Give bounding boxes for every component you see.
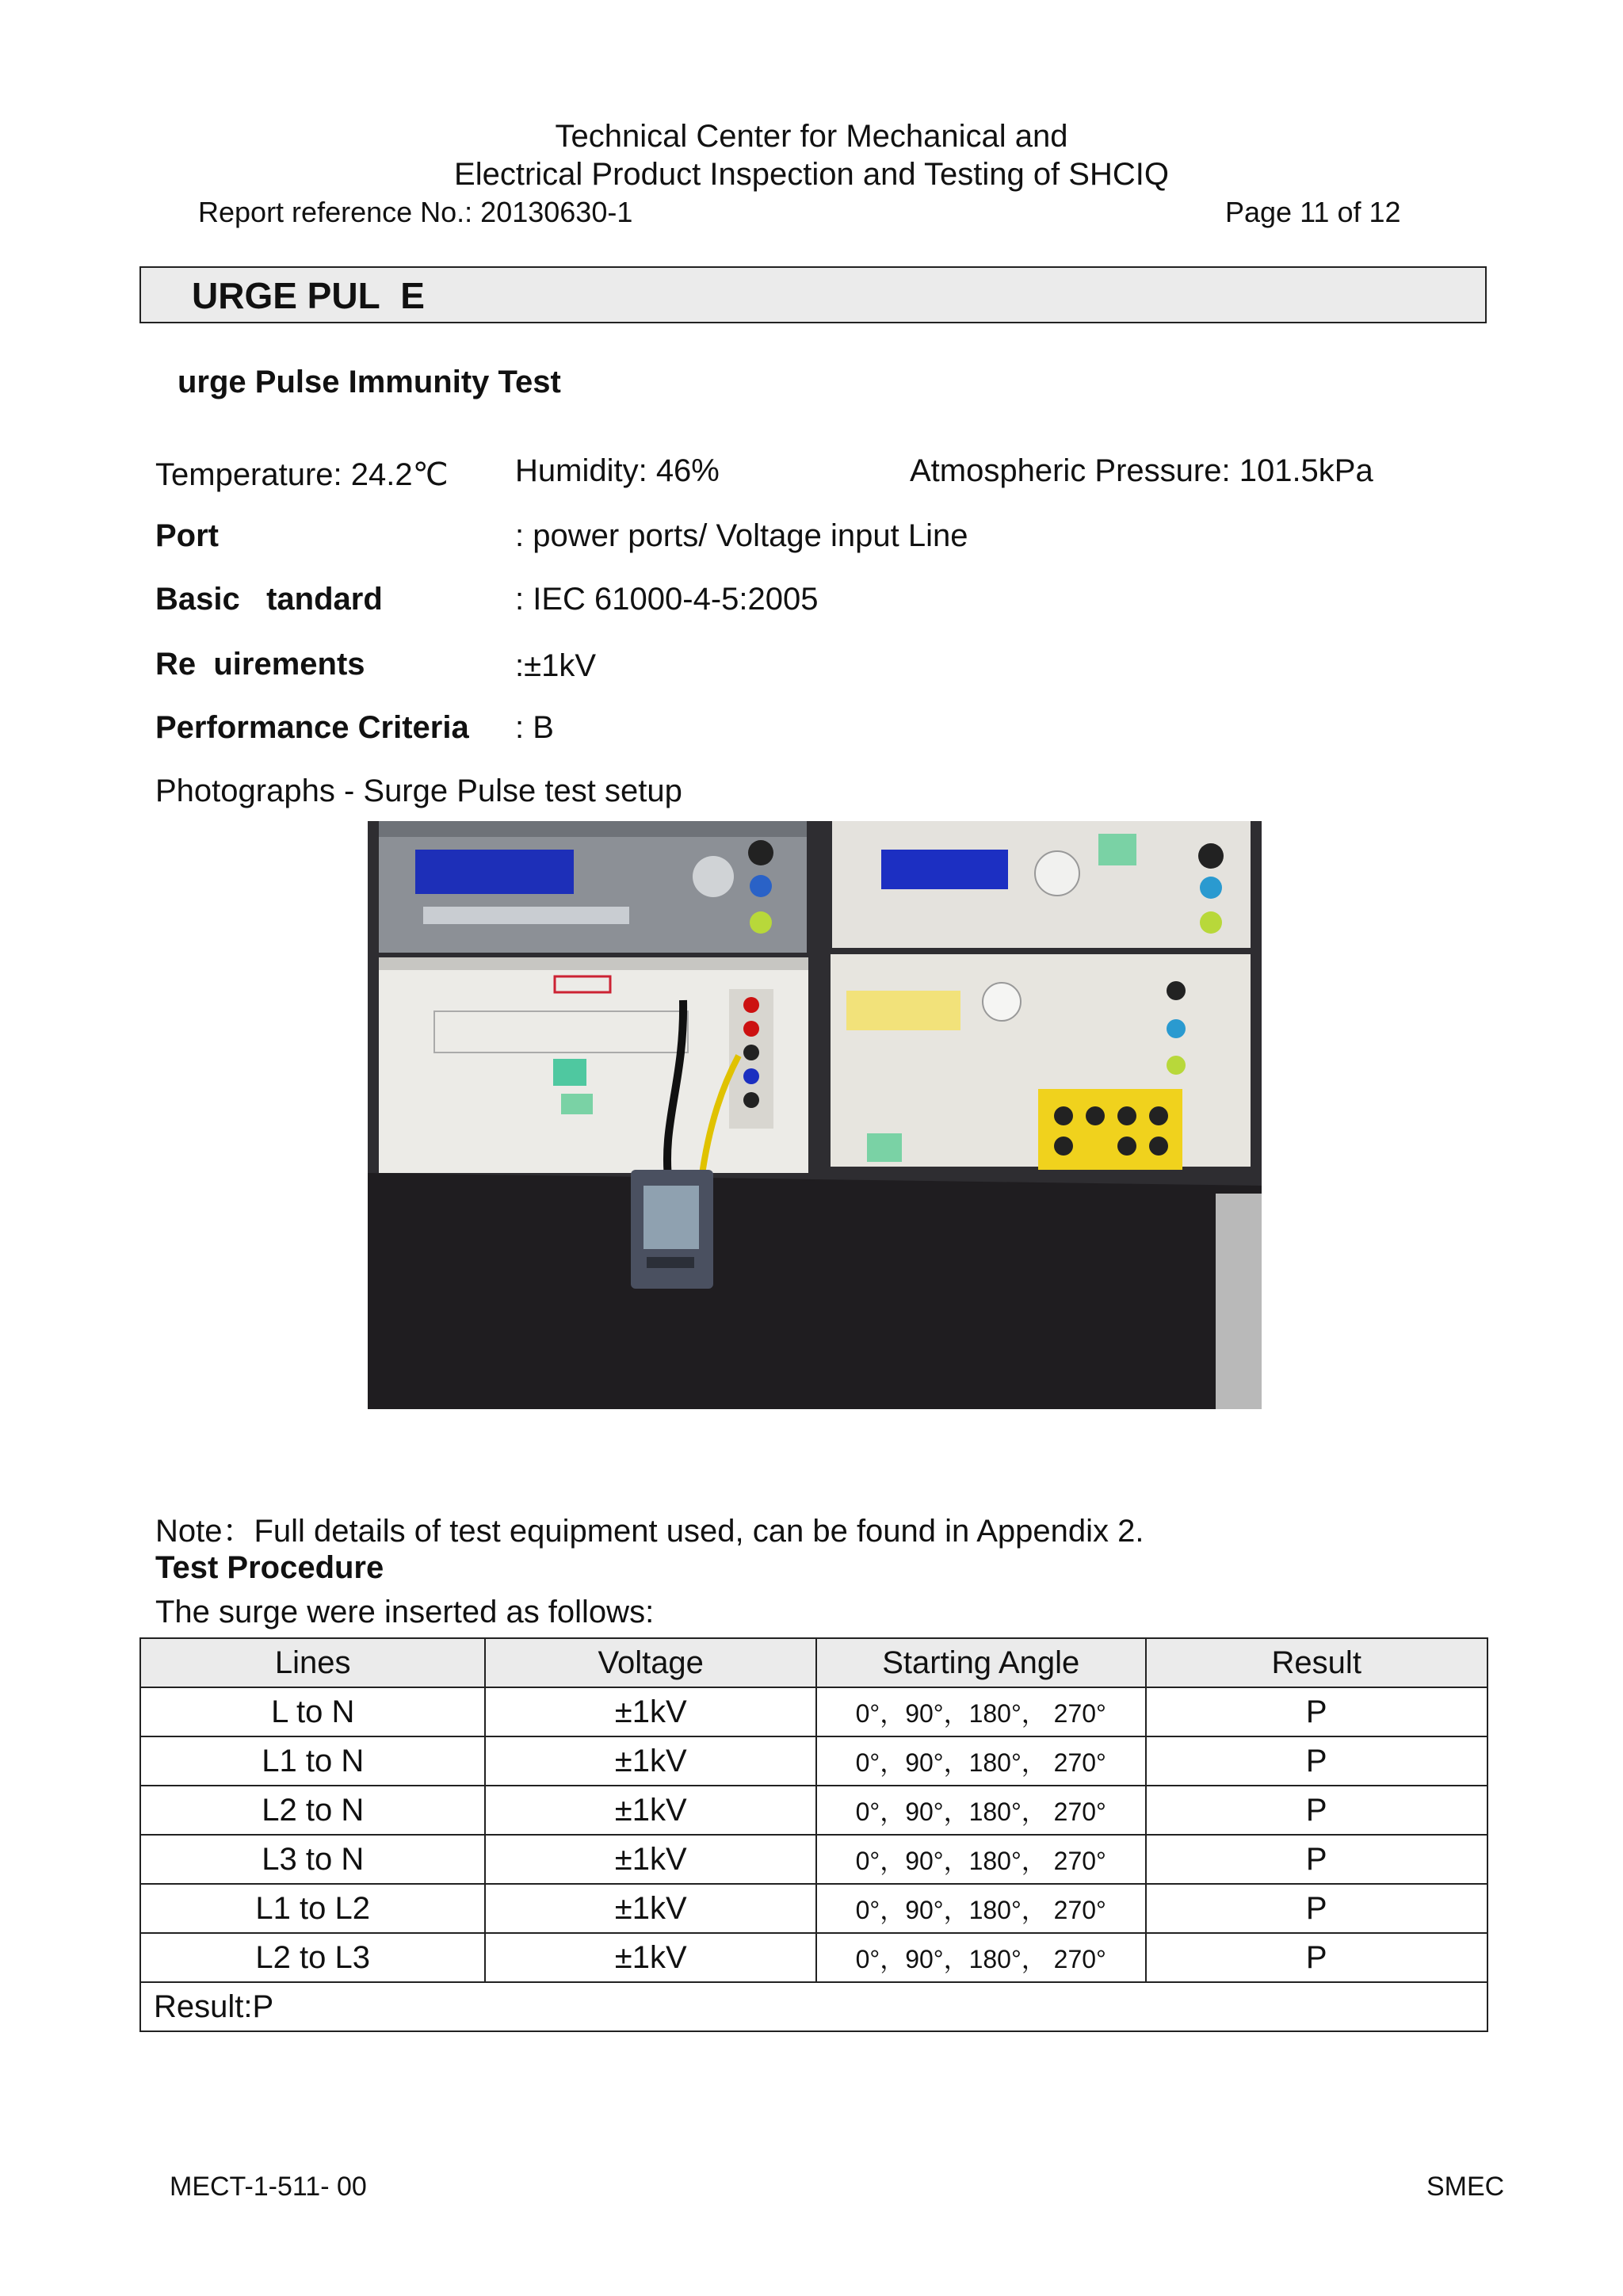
cell-result: P bbox=[1146, 1933, 1488, 1982]
table-row bbox=[140, 1786, 1487, 1835]
table-row bbox=[140, 1687, 1487, 1736]
org-name-line1: Technical Center for Mechanical and bbox=[555, 119, 1068, 154]
cell-lines: L2 to N bbox=[140, 1786, 485, 1835]
cell-angle: 0°，90°，180°， 270° bbox=[816, 1687, 1146, 1736]
temperature: Temperature: 24.2℃ bbox=[155, 457, 449, 492]
cell-voltage: ±1kV bbox=[485, 1933, 816, 1982]
cell-result: P bbox=[1146, 1884, 1488, 1933]
procedure-title: Test Procedure bbox=[155, 1550, 384, 1585]
section-header bbox=[139, 266, 1487, 323]
cell-voltage: ±1kV bbox=[485, 1786, 816, 1835]
header-lines: Lines bbox=[140, 1638, 485, 1687]
report-reference: Report reference No.: 20130630-1 bbox=[198, 196, 633, 228]
cell-lines: L2 to L3 bbox=[140, 1933, 485, 1982]
footer-org: SMEC bbox=[1426, 2172, 1505, 2202]
cell-angle: 0°，90°，180°， 270° bbox=[816, 1736, 1146, 1786]
table-header-row bbox=[140, 1638, 1487, 1687]
cell-lines: L3 to N bbox=[140, 1835, 485, 1884]
org-name-line2: Electrical Product Inspection and Testing of SHCIQ bbox=[454, 157, 1169, 192]
field-label-standard: Basic tandard bbox=[155, 582, 383, 617]
cell-voltage: ±1kV bbox=[485, 1835, 816, 1884]
cell-voltage: ±1kV bbox=[485, 1736, 816, 1786]
photo-caption: Photographs - Surge Pulse test setup bbox=[155, 774, 682, 808]
table-summary-row bbox=[140, 1982, 1487, 2031]
field-value-standard: : IEC 61000-4-5:2005 bbox=[515, 582, 819, 617]
procedure-intro: The surge were inserted as follows: bbox=[155, 1595, 655, 1629]
cell-lines: L to N bbox=[140, 1687, 485, 1736]
atmospheric-pressure: Atmospheric Pressure: 101.5kPa bbox=[910, 453, 1373, 488]
field-label-port: Port bbox=[155, 518, 219, 553]
equipment-note: Note：Full details of test equipment used, can be found in Appendix 2. bbox=[155, 1514, 1144, 1549]
cell-voltage: ±1kV bbox=[485, 1884, 816, 1933]
cell-lines: L1 to N bbox=[140, 1736, 485, 1786]
header-result: Result bbox=[1146, 1638, 1488, 1687]
field-value-port: : power ports/ Voltage input Line bbox=[515, 518, 968, 553]
header-voltage: Voltage bbox=[485, 1638, 816, 1687]
footer-document-code: MECT-1-511- 00 bbox=[170, 2172, 367, 2202]
cell-angle: 0°，90°，180°， 270° bbox=[816, 1933, 1146, 1982]
field-label-criteria: Performance Criteria bbox=[155, 710, 469, 745]
cell-result: P bbox=[1146, 1687, 1488, 1736]
table-row bbox=[140, 1933, 1487, 1982]
humidity: Humidity: 46% bbox=[515, 453, 720, 488]
test-setup-photo bbox=[368, 821, 1262, 1409]
surge-results-table bbox=[139, 1637, 1488, 2032]
cell-result: P bbox=[1146, 1736, 1488, 1786]
cell-result: P bbox=[1146, 1835, 1488, 1884]
field-value-requirements: :±1kV bbox=[515, 648, 596, 683]
cell-angle: 0°，90°，180°， 270° bbox=[816, 1786, 1146, 1835]
section-title: URGE PUL E bbox=[192, 275, 425, 316]
test-subtitle: urge Pulse Immunity Test bbox=[178, 365, 561, 399]
cell-result: P bbox=[1146, 1786, 1488, 1835]
cell-angle: 0°，90°，180°， 270° bbox=[816, 1884, 1146, 1933]
cell-angle: 0°，90°，180°， 270° bbox=[816, 1835, 1146, 1884]
header-starting-angle: Starting Angle bbox=[816, 1638, 1146, 1687]
overall-result: Result:P bbox=[140, 1982, 1487, 2031]
table-row bbox=[140, 1835, 1487, 1884]
page-number: Page 11 of 12 bbox=[1225, 196, 1401, 228]
field-label-requirements: Re uirements bbox=[155, 647, 365, 682]
cell-voltage: ±1kV bbox=[485, 1687, 816, 1736]
field-value-criteria: : B bbox=[515, 710, 554, 745]
table-row bbox=[140, 1884, 1487, 1933]
table-row bbox=[140, 1736, 1487, 1786]
cell-lines: L1 to L2 bbox=[140, 1884, 485, 1933]
